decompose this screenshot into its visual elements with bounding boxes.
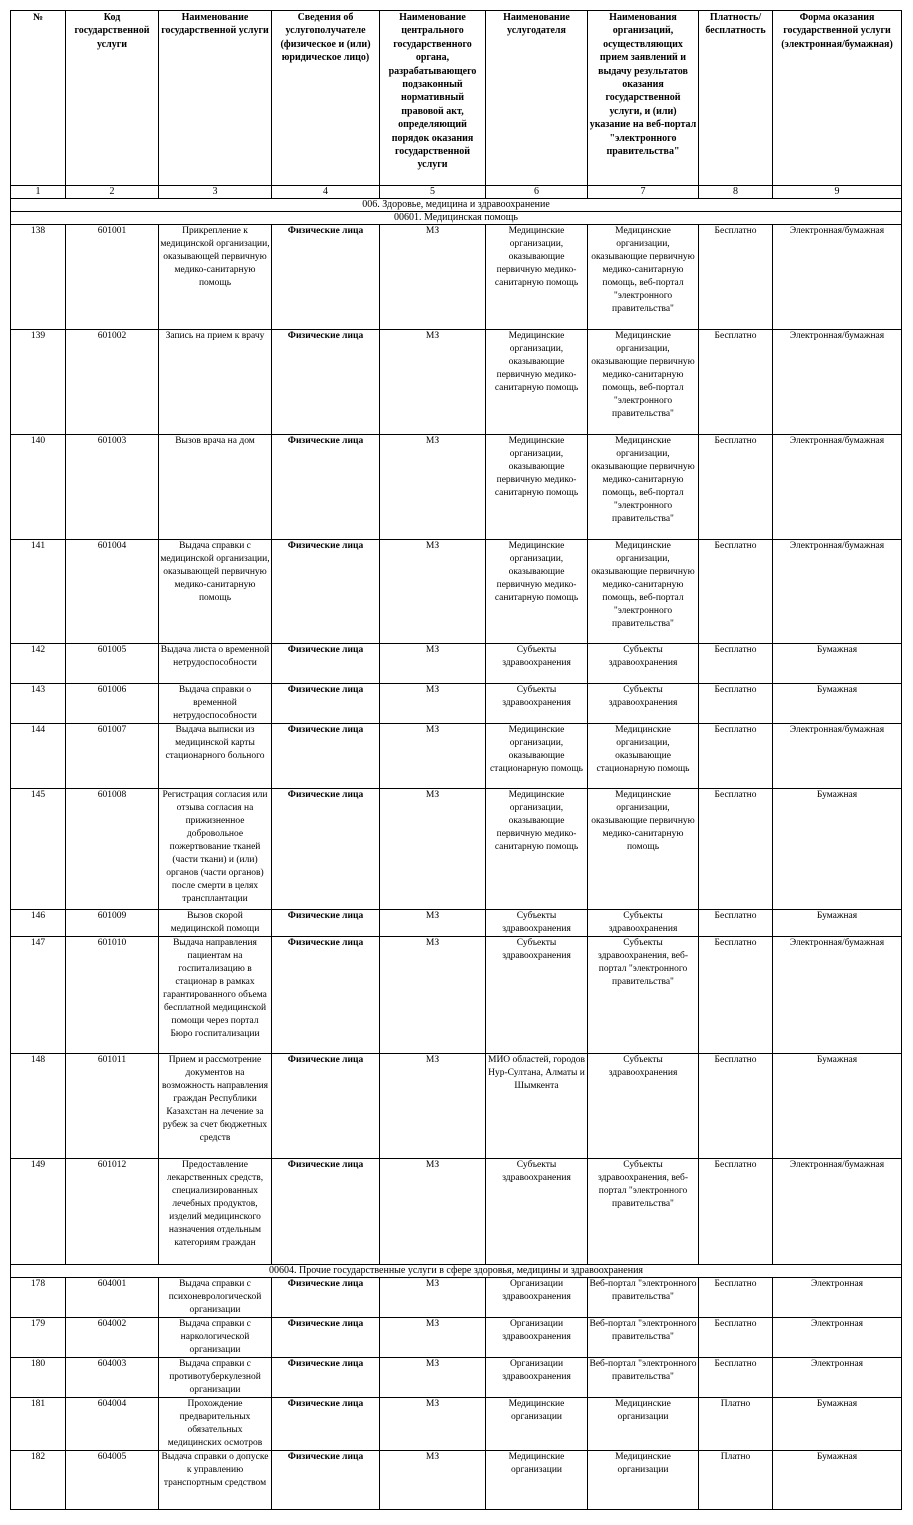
service-code: 601012 [66, 1159, 159, 1265]
service-provider: Субъекты здравоохранения [486, 910, 588, 937]
recipient-type: Физические лица [272, 225, 380, 330]
recipient-type: Физические лица [272, 937, 380, 1054]
table-row [11, 1318, 902, 1358]
header-cell: Наименование центрального государственного органа, разрабатывающего подзаконный нормативный правовой акт, определяющий порядок оказания государственной услуги [380, 11, 486, 186]
intake-organization: Медицинские организации, оказывающие стационарную помощь [588, 724, 699, 789]
service-provider: Медицинские организации, оказывающие первичную медико-санитарную помощь [486, 789, 588, 910]
recipient-type: Физические лица [272, 1358, 380, 1398]
table-row [11, 1054, 902, 1159]
intake-organization: Медицинские организации, оказывающие первичную медико-санитарную помощь, веб-портал "электронного правительства" [588, 540, 699, 644]
service-code: 601006 [66, 684, 159, 724]
subsection-row [11, 1265, 902, 1278]
central-organ: МЗ [380, 1054, 486, 1159]
service-name: Выдача справки о временной нетрудоспособности [159, 684, 272, 724]
central-organ: МЗ [380, 1159, 486, 1265]
section-title: 006. Здоровье, медицина и здравоохранение [11, 199, 902, 212]
table-row [11, 540, 902, 644]
header-cell: Наименование услугодателя [486, 11, 588, 186]
column-number: 2 [66, 186, 159, 199]
column-number: 3 [159, 186, 272, 199]
service-name: Запись на прием к врачу [159, 330, 272, 435]
header-cell: Форма оказания государственной услуги (электронная/бумажная) [773, 11, 902, 186]
service-provider: Субъекты здравоохранения [486, 684, 588, 724]
service-provider: Субъекты здравоохранения [486, 644, 588, 684]
table-row [11, 435, 902, 540]
recipient-type: Физические лица [272, 1398, 380, 1451]
central-organ: МЗ [380, 684, 486, 724]
intake-organization: Медицинские организации, оказывающие первичную медико-санитарную помощь, веб-портал "электронного правительства" [588, 435, 699, 540]
service-form: Бумажная [773, 684, 902, 724]
column-number: 9 [773, 186, 902, 199]
central-organ: МЗ [380, 435, 486, 540]
service-name: Регистрация согласия или отзыва согласия на прижизненное добровольное пожертвование тканей (части ткани) и (или) органов (части органов) после смерти в целях трансплантации [159, 789, 272, 910]
service-form: Электронная [773, 1318, 902, 1358]
services-table [10, 10, 902, 1510]
payment: Платно [699, 1451, 773, 1510]
central-organ: МЗ [380, 937, 486, 1054]
service-code: 601008 [66, 789, 159, 910]
service-name: Выдача справки с медицинской организации, оказывающей первичную медико-санитарную помощь [159, 540, 272, 644]
service-name: Выдача листа о временной нетрудоспособности [159, 644, 272, 684]
table-row [11, 1451, 902, 1510]
intake-organization: Субъекты здравоохранения, веб-портал "электронного правительства" [588, 1159, 699, 1265]
central-organ: МЗ [380, 540, 486, 644]
row-number: 142 [11, 644, 66, 684]
recipient-type: Физические лица [272, 910, 380, 937]
service-form: Бумажная [773, 789, 902, 910]
table-row [11, 225, 902, 330]
recipient-type: Физические лица [272, 1054, 380, 1159]
row-number: 140 [11, 435, 66, 540]
service-code: 604002 [66, 1318, 159, 1358]
column-number-row [11, 186, 902, 199]
service-form: Электронная/бумажная [773, 435, 902, 540]
service-provider: Субъекты здравоохранения [486, 1159, 588, 1265]
service-code: 604004 [66, 1398, 159, 1451]
service-provider: Медицинские организации [486, 1451, 588, 1510]
subsection-title: 00604. Прочие государственные услуги в сфере здоровья, медицины и здравоохранения [11, 1265, 902, 1278]
service-provider: Организации здравоохранения [486, 1318, 588, 1358]
service-form: Электронная/бумажная [773, 330, 902, 435]
recipient-type: Физические лица [272, 789, 380, 910]
payment: Бесплатно [699, 330, 773, 435]
service-name: Выдача справки с психоневрологической организации [159, 1278, 272, 1318]
intake-organization: Медицинские организации [588, 1451, 699, 1510]
recipient-type: Физические лица [272, 540, 380, 644]
intake-organization: Медицинские организации, оказывающие первичную медико-санитарную помощь, веб-портал "электронного правительства" [588, 225, 699, 330]
service-provider: Медицинские организации, оказывающие стационарную помощь [486, 724, 588, 789]
service-name: Прохождение предварительных обязательных медицинских осмотров [159, 1398, 272, 1451]
service-name: Выдача направления пациентам на госпитализацию в стационар в рамках гарантированного объема бесплатной медицинской помощи через портал Бюро госпитализации [159, 937, 272, 1054]
service-provider: Медицинские организации, оказывающие первичную медико-санитарную помощь [486, 540, 588, 644]
service-code: 604005 [66, 1451, 159, 1510]
table-row [11, 910, 902, 937]
intake-organization: Субъекты здравоохранения [588, 684, 699, 724]
payment: Бесплатно [699, 1278, 773, 1318]
table-row [11, 644, 902, 684]
central-organ: МЗ [380, 724, 486, 789]
payment: Бесплатно [699, 1358, 773, 1398]
row-number: 146 [11, 910, 66, 937]
row-number: 179 [11, 1318, 66, 1358]
row-number: 138 [11, 225, 66, 330]
row-number: 144 [11, 724, 66, 789]
table-row [11, 1358, 902, 1398]
payment: Бесплатно [699, 540, 773, 644]
service-provider: Организации здравоохранения [486, 1358, 588, 1398]
row-number: 147 [11, 937, 66, 1054]
service-code: 601003 [66, 435, 159, 540]
service-provider: Медицинские организации, оказывающие первичную медико-санитарную помощь [486, 435, 588, 540]
row-number: 182 [11, 1451, 66, 1510]
service-name: Вызов скорой медицинской помощи [159, 910, 272, 937]
service-code: 601010 [66, 937, 159, 1054]
service-form: Электронная/бумажная [773, 225, 902, 330]
subsection-title: 00601. Медицинская помощь [11, 212, 902, 225]
payment: Бесплатно [699, 225, 773, 330]
row-number: 143 [11, 684, 66, 724]
service-code: 601001 [66, 225, 159, 330]
header-row [11, 11, 902, 186]
intake-organization: Субъекты здравоохранения, веб-портал "электронного правительства" [588, 937, 699, 1054]
section-row [11, 199, 902, 212]
payment: Бесплатно [699, 1054, 773, 1159]
intake-organization: Субъекты здравоохранения [588, 644, 699, 684]
column-number: 4 [272, 186, 380, 199]
service-form: Электронная/бумажная [773, 1159, 902, 1265]
payment: Бесплатно [699, 910, 773, 937]
service-form: Электронная [773, 1358, 902, 1398]
group-1-rows [11, 225, 902, 1265]
column-number: 8 [699, 186, 773, 199]
service-provider: МИО областей, городов Нур-Султана, Алматы и Шымкента [486, 1054, 588, 1159]
service-form: Бумажная [773, 910, 902, 937]
service-provider: Медицинские организации, оказывающие первичную медико-санитарную помощь [486, 225, 588, 330]
row-number: 148 [11, 1054, 66, 1159]
service-code: 604003 [66, 1358, 159, 1398]
payment: Платно [699, 1398, 773, 1451]
payment: Бесплатно [699, 1159, 773, 1265]
service-form: Электронная/бумажная [773, 724, 902, 789]
intake-organization: Субъекты здравоохранения [588, 910, 699, 937]
row-number: 139 [11, 330, 66, 435]
central-organ: МЗ [380, 1278, 486, 1318]
header-cell: № [11, 11, 66, 186]
service-code: 601011 [66, 1054, 159, 1159]
subsection-row [11, 212, 902, 225]
payment: Бесплатно [699, 435, 773, 540]
intake-organization: Медицинские организации, оказывающие первичную медико-санитарную помощь [588, 789, 699, 910]
column-number: 1 [11, 186, 66, 199]
service-name: Прием и рассмотрение документов на возможность направления граждан Республики Казахстан на лечение за рубеж за счет бюджетных средств [159, 1054, 272, 1159]
row-number: 181 [11, 1398, 66, 1451]
header-cell: Платность/ бесплатность [699, 11, 773, 186]
central-organ: МЗ [380, 225, 486, 330]
recipient-type: Физические лица [272, 644, 380, 684]
service-name: Предоставление лекарственных средств, специализированных лечебных продуктов, изделий медицинского назначения отдельным категориям граждан [159, 1159, 272, 1265]
table-row [11, 1398, 902, 1451]
row-number: 180 [11, 1358, 66, 1398]
table-row [11, 789, 902, 910]
group-2-rows [11, 1278, 902, 1510]
central-organ: МЗ [380, 910, 486, 937]
service-form: Бумажная [773, 1398, 902, 1451]
row-number: 145 [11, 789, 66, 910]
intake-organization: Веб-портал "электронного правительства" [588, 1358, 699, 1398]
table-row [11, 1159, 902, 1265]
central-organ: МЗ [380, 330, 486, 435]
payment: Бесплатно [699, 684, 773, 724]
row-number: 149 [11, 1159, 66, 1265]
intake-organization: Веб-портал "электронного правительства" [588, 1278, 699, 1318]
table-row [11, 937, 902, 1054]
intake-organization: Субъекты здравоохранения [588, 1054, 699, 1159]
service-provider: Субъекты здравоохранения [486, 937, 588, 1054]
payment: Бесплатно [699, 789, 773, 910]
service-provider: Организации здравоохранения [486, 1278, 588, 1318]
recipient-type: Физические лица [272, 330, 380, 435]
central-organ: МЗ [380, 1398, 486, 1451]
recipient-type: Физические лица [272, 684, 380, 724]
service-code: 601009 [66, 910, 159, 937]
recipient-type: Физические лица [272, 1278, 380, 1318]
central-organ: МЗ [380, 789, 486, 910]
header-cell: Наименование государственной услуги [159, 11, 272, 186]
payment: Бесплатно [699, 724, 773, 789]
intake-organization: Медицинские организации [588, 1398, 699, 1451]
payment: Бесплатно [699, 644, 773, 684]
service-name: Выдача справки с противотуберкулезной организации [159, 1358, 272, 1398]
service-form: Электронная/бумажная [773, 937, 902, 1054]
column-number: 6 [486, 186, 588, 199]
recipient-type: Физические лица [272, 1318, 380, 1358]
header-cell: Наименования организаций, осуществляющих прием заявлений и выдачу результатов оказания государственной услуги, и (или) указание на веб-портал "электронного правительства" [588, 11, 699, 186]
service-form: Электронная/бумажная [773, 540, 902, 644]
row-number: 178 [11, 1278, 66, 1318]
service-provider: Медицинские организации, оказывающие первичную медико-санитарную помощь [486, 330, 588, 435]
service-code: 601002 [66, 330, 159, 435]
service-name: Прикрепление к медицинской организации, оказывающей первичную медико-санитарную помощь [159, 225, 272, 330]
service-form: Бумажная [773, 1451, 902, 1510]
service-form: Электронная [773, 1278, 902, 1318]
central-organ: МЗ [380, 1318, 486, 1358]
service-code: 604001 [66, 1278, 159, 1318]
table-row [11, 1278, 902, 1318]
payment: Бесплатно [699, 1318, 773, 1358]
service-name: Вызов врача на дом [159, 435, 272, 540]
service-form: Бумажная [773, 644, 902, 684]
central-organ: МЗ [380, 1451, 486, 1510]
central-organ: МЗ [380, 644, 486, 684]
service-name: Выдача выписки из медицинской карты стационарного больного [159, 724, 272, 789]
header-cell: Сведения об услугополучателе (физическое и (или) юридическое лицо) [272, 11, 380, 186]
service-code: 601005 [66, 644, 159, 684]
table-row [11, 684, 902, 724]
recipient-type: Физические лица [272, 435, 380, 540]
service-code: 601004 [66, 540, 159, 644]
service-name: Выдача справки о допуске к управлению транспортным средством [159, 1451, 272, 1510]
service-provider: Медицинские организации [486, 1398, 588, 1451]
intake-organization: Веб-портал "электронного правительства" [588, 1318, 699, 1358]
service-form: Бумажная [773, 1054, 902, 1159]
recipient-type: Физические лица [272, 1451, 380, 1510]
recipient-type: Физические лица [272, 1159, 380, 1265]
row-number: 141 [11, 540, 66, 644]
recipient-type: Физические лица [272, 724, 380, 789]
table-row [11, 724, 902, 789]
service-code: 601007 [66, 724, 159, 789]
header-cell: Код государственной услуги [66, 11, 159, 186]
column-number: 5 [380, 186, 486, 199]
central-organ: МЗ [380, 1358, 486, 1398]
column-number: 7 [588, 186, 699, 199]
intake-organization: Медицинские организации, оказывающие первичную медико-санитарную помощь, веб-портал "электронного правительства" [588, 330, 699, 435]
table-row [11, 330, 902, 435]
payment: Бесплатно [699, 937, 773, 1054]
service-name: Выдача справки с наркологической организации [159, 1318, 272, 1358]
